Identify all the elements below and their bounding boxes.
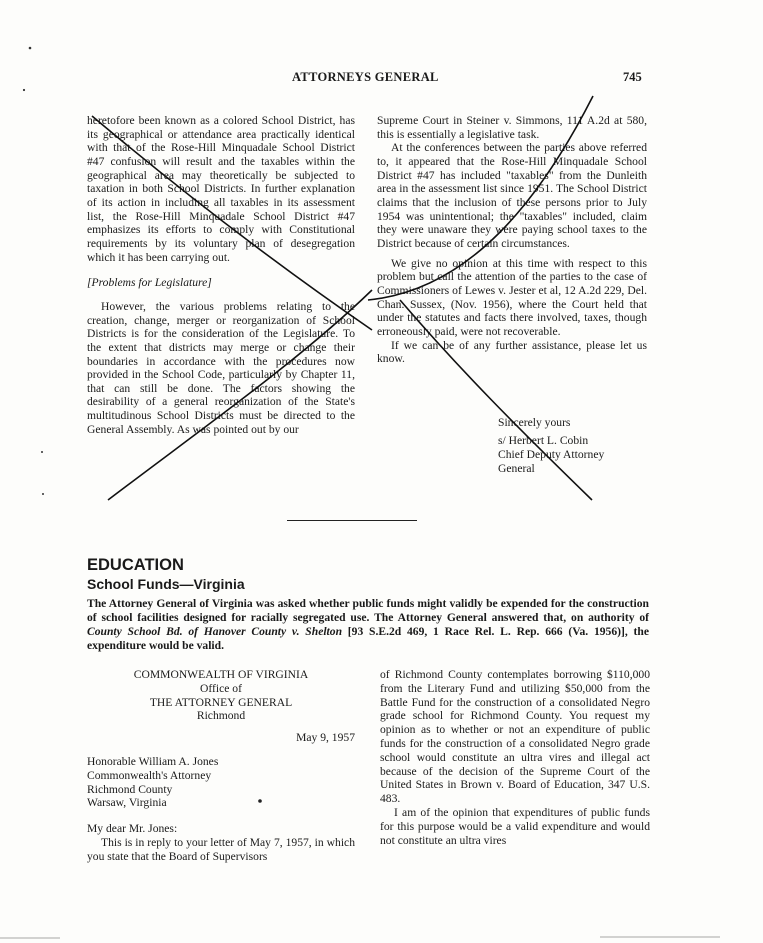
- address-line: Warsaw, Virginia: [87, 796, 167, 810]
- letterhead-line: THE ATTORNEY GENERAL: [149, 695, 293, 709]
- section-title: EDUCATION: [87, 556, 184, 574]
- left-column-top: [87, 114, 355, 436]
- summary-case-name: County School Bd. of Hanover County v. Shelton: [87, 625, 343, 638]
- signature-block: [498, 416, 604, 476]
- letterhead: [87, 668, 355, 723]
- letterhead-line: Richmond: [196, 709, 246, 723]
- speck: [29, 47, 32, 50]
- address-line: Commonwealth's Attorney: [87, 768, 212, 782]
- closing: Sincerely yours: [498, 416, 571, 429]
- speck: [42, 493, 44, 495]
- page-number: 745: [623, 70, 642, 84]
- right-column-top: [377, 114, 647, 366]
- case-summary: [87, 597, 649, 653]
- address-line: Richmond County: [87, 782, 173, 796]
- section-subtitle: School Funds—Virginia: [87, 576, 245, 592]
- signer-title: General: [498, 462, 535, 475]
- address-block: [87, 755, 355, 810]
- letter-date: May 9, 1957: [296, 731, 355, 745]
- paragraph: of Richmond County contemplates borrowing $110,000 from the Literary Fund and utilizing $50,000 from the Battle Fund for the construction of a consolidated Negro grade school for Richmond County. You request my opinion as to whether or not an expenditure of public funds for the construction of a consolidated Negro grade school would constitute an ultra vires and illegal act because of the decision of the Supreme Court of the United States in Brown v. Board of Education, 347 U.S. 483.: [380, 668, 650, 806]
- section-divider: [287, 520, 417, 521]
- paragraph: Supreme Court in Steiner v. Simmons, 111 A.2d at 580, this is essentially a legislative task.: [377, 114, 647, 141]
- right-column-letter: [380, 668, 650, 847]
- speck: [23, 89, 25, 91]
- paragraph: I am of the opinion that expenditures of public funds for this purpose would be a valid expenditure and would not constitute an ultra vires: [380, 805, 650, 847]
- speck: [41, 451, 43, 453]
- paragraph: If we can be of any further assistance, please let us know.: [377, 338, 647, 366]
- summary-text: The Attorney General of Virginia was asked whether public funds might validly be expended for the construction of school facilities designed for racially segregated use. The Attorney General answered that, on authority of: [87, 597, 649, 624]
- paragraph: This is in reply to your letter of May 7, 1957, in which you state that the Board of Supervisors: [87, 835, 355, 863]
- paragraph: However, the various problems relating to the creation, change, merger or reorganization of School Districts is for the consideration of the Legislature. To the extent that districts may merge or change their boundaries in accordance with the procedures now provided in the School Code, particularly by Chapter 11, that can still be done. The factors showing the desirability of a general reorganization of the State's multitudinous School Districts must be directed to the General Assembly. As was pointed out by our: [87, 299, 355, 436]
- letterhead-line: COMMONWEALTH OF VIRGINIA: [133, 668, 309, 681]
- summary-text: [93 S.E.2d 469, 1 Race Rel. L. Rep. 666 (Va. 1956)], the expenditure would be valid.: [87, 625, 649, 652]
- salutation: My dear Mr. Jones:: [87, 822, 178, 836]
- subheading: [Problems for Legislature]: [87, 276, 212, 290]
- letterhead-line: Office of: [200, 681, 242, 695]
- signer-title: Chief Deputy Attorney: [498, 448, 605, 461]
- paragraph: At the conferences between the parties above referred to, it appeared that the Rose-Hill Minquadale School District #47 has included "taxables" from the Dunleith area in the assessment list since 1951. The School District claims that the inclusion of these persons prior to July 1954 was unintentional; the "taxables" included, claim they were unaware they were paying school taxes to the District because of certain circumstances.: [377, 141, 647, 250]
- running-header: ATTORNEYS GENERAL: [292, 70, 439, 84]
- paragraph: heretofore been known as a colored School District, has its geographical or attendance area practically identical with that of the Rose-Hill Minquadale School District #47 confusion will result and the taxables within the geographical area may theoretically be subjected to taxation in both School Districts. In further explanation of its action in including all taxables in its assessment list, the Rose-Hill Minquadale School District #47 emphasizes its efforts to comply with Constitutional requirements by its voluntary plan of desegregation which it has been carrying out.: [87, 114, 355, 264]
- paragraph: We give no opinion at this time with respect to this problem but call the attention of the parties to the case of Commissioners of Lewes v. Jester et al, 12 A.2d 229, Del. Chan. Sussex, (Nov. 1956), where the Court held that under the statutes and facts there involved, taxes, though erroneously paid, were not recoverable.: [377, 256, 647, 338]
- signer-name: s/ Herbert L. Cobin: [498, 434, 589, 447]
- address-line: Honorable William A. Jones: [87, 754, 219, 768]
- left-column-letter: [87, 668, 355, 864]
